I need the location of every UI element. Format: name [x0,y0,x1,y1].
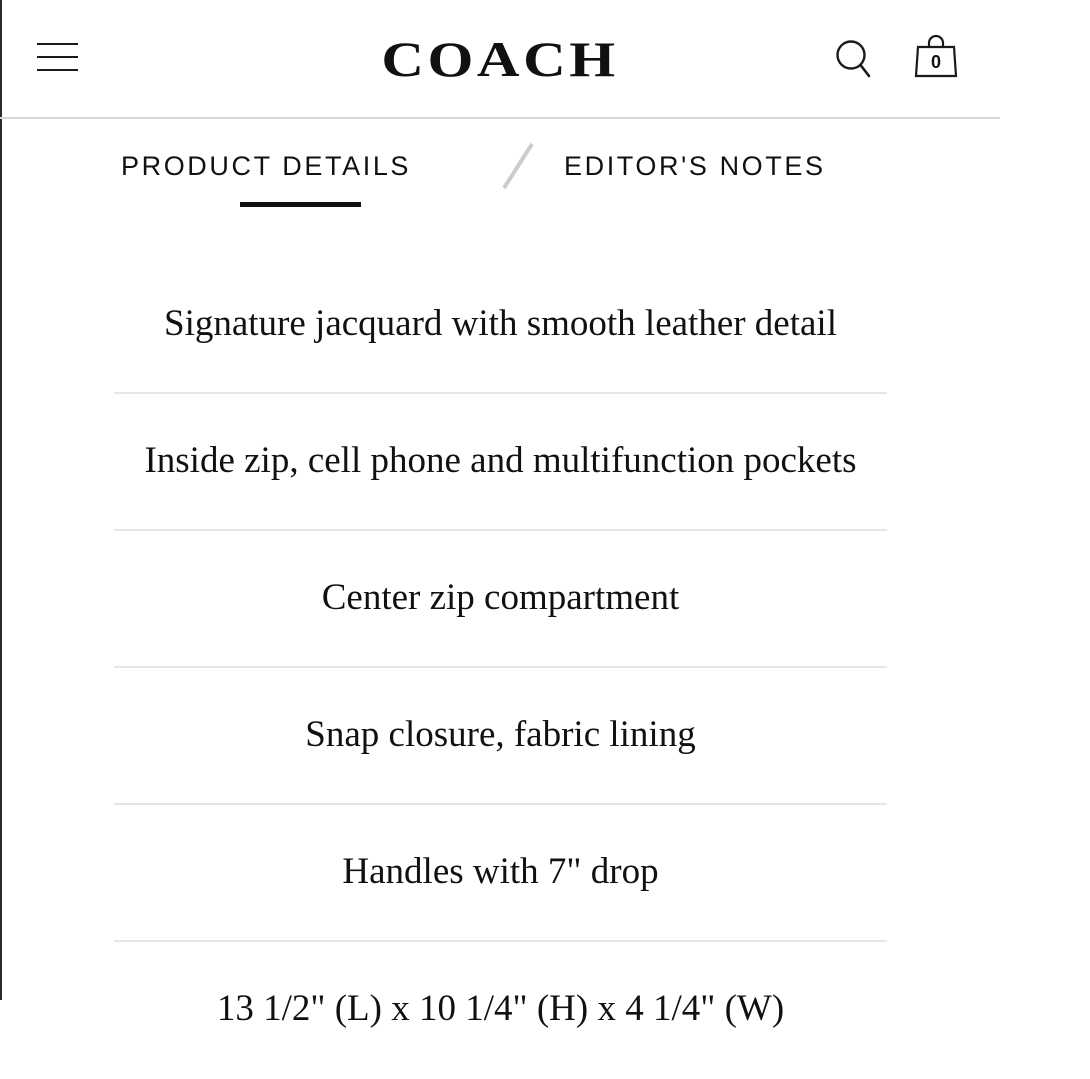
list-item: Inside zip, cell phone and multifunction pockets [114,394,887,531]
list-item: Snap closure, fabric lining [114,668,887,805]
site-header [0,0,1000,119]
active-tab-indicator [240,202,361,207]
list-item: Signature jacquard with smooth leather detail [114,257,887,394]
brand-logo[interactable]: COACH [381,31,619,87]
tab-product-details[interactable]: PRODUCT DETAILS [121,151,412,181]
search-icon[interactable] [834,38,874,80]
shopping-bag-button[interactable] [914,34,958,80]
list-item: 13 1/2" (L) x 10 1/4" (H) x 4 1/4" (W) [216,988,785,1029]
bag-count-badge: 0 [930,52,941,72]
tab-editors-notes[interactable]: EDITOR'S NOTES [564,151,826,181]
tab-separator [498,140,538,192]
product-details-list [114,257,887,1079]
list-item: Handles with 7" drop [114,805,887,942]
details-tabs [0,140,1000,220]
list-item: Center zip compartment [114,531,887,668]
